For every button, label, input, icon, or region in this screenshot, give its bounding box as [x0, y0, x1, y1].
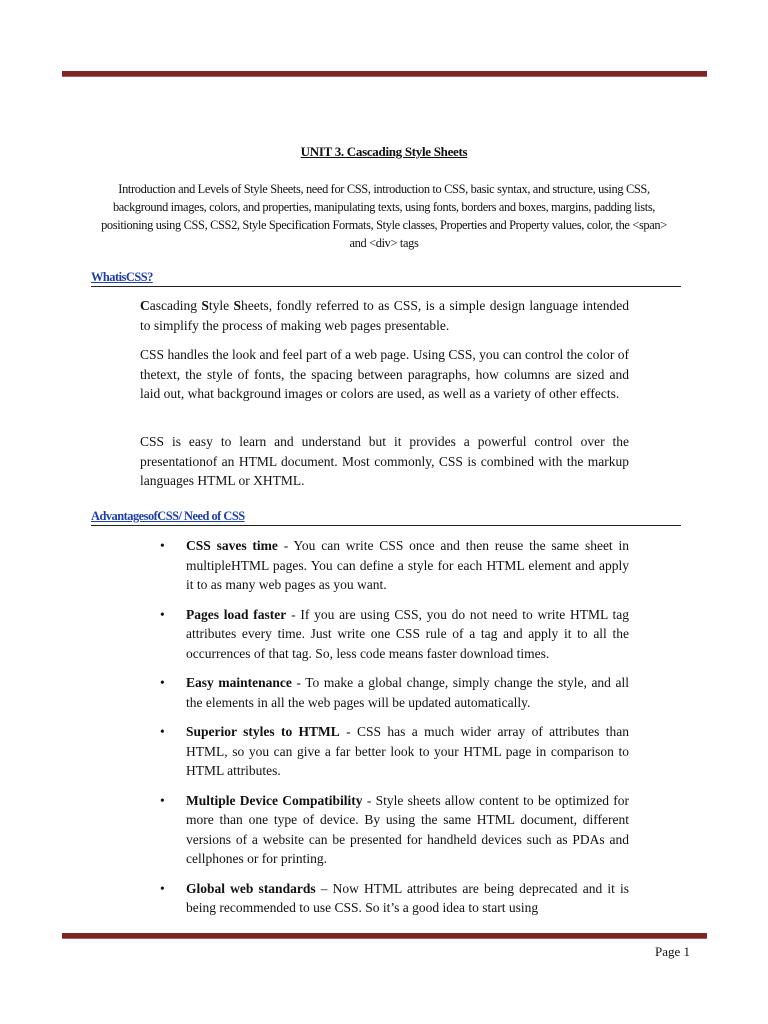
list-item: • Global web standards – Now HTML attributes are being deprecated and it is being recommended to use CSS. So it’s a good idea to start using	[160, 879, 629, 918]
list-item: • Superior styles to HTML - CSS has a much wider array of attributes than HTML, so you can give a far better look to your HTML page in comparison to HTML attributes.	[160, 722, 629, 781]
paragraph-css-easy: CSS is easy to learn and understand but it provides a powerful control over the presentationof an HTML document. Most commonly, CSS is combined with the markup languages HTML or XHTML.	[140, 434, 629, 488]
list-item: • Easy maintenance - To make a global change, simply change the style, and all the elements in all the web pages will be updated automatically.	[160, 673, 629, 712]
advantages-list	[160, 536, 629, 928]
section-heading-advantages: AdvantagesofCSS/ Need of CSS	[91, 509, 681, 526]
unit-syllabus: Introduction and Levels of Style Sheets, need for CSS, introduction to CSS, basic syntax, and structure, using CSS, background images, colors, and properties, manipulating texts, using fonts, borders and boxes, margins, padding lists, positioning using CSS, CSS2, Style Specification Formats, Style classes, Properties and Property values, color, the <span> and <div> tags	[101, 182, 667, 250]
list-item: • Pages load faster - If you are using CSS, you do not need to write HTML tag attributes every time. Just write one CSS rule of a tag and apply it to all the occurrences of that tag. So, less code means faster download times.	[160, 605, 629, 664]
paragraph-css-definition: Cascading Style Sheets, fondly referred to as CSS, is a simple design language intended to simplify the process of making web pages presentable.	[140, 298, 629, 333]
list-item: • Multiple Device Compatibility - Style sheets allow content to be optimized for more than one type of device. By using the same HTML document, different versions of a website can be presented for handheld devices such as PDAs and cellphones or for printing.	[160, 791, 629, 869]
footer-rule	[62, 933, 707, 939]
header-rule	[62, 71, 707, 77]
section-heading-what-is-css: WhatisCSS?	[91, 270, 681, 287]
page-number: Page 1	[655, 944, 691, 959]
document-title: UNIT 3. Cascading Style Sheets	[300, 144, 468, 159]
list-item: • CSS saves time - You can write CSS once and then reuse the same sheet in multipleHTML pages. You can define a style for each HTML element and apply it to as many web pages as you want.	[160, 536, 629, 595]
paragraph-css-look-feel: CSS handles the look and feel part of a web page. Using CSS, you can control the color of thetext, the style of fonts, the spacing between paragraphs, how columns are sized and laid out, what background images or colors are used, as well as a variety of other effects.	[140, 347, 629, 401]
